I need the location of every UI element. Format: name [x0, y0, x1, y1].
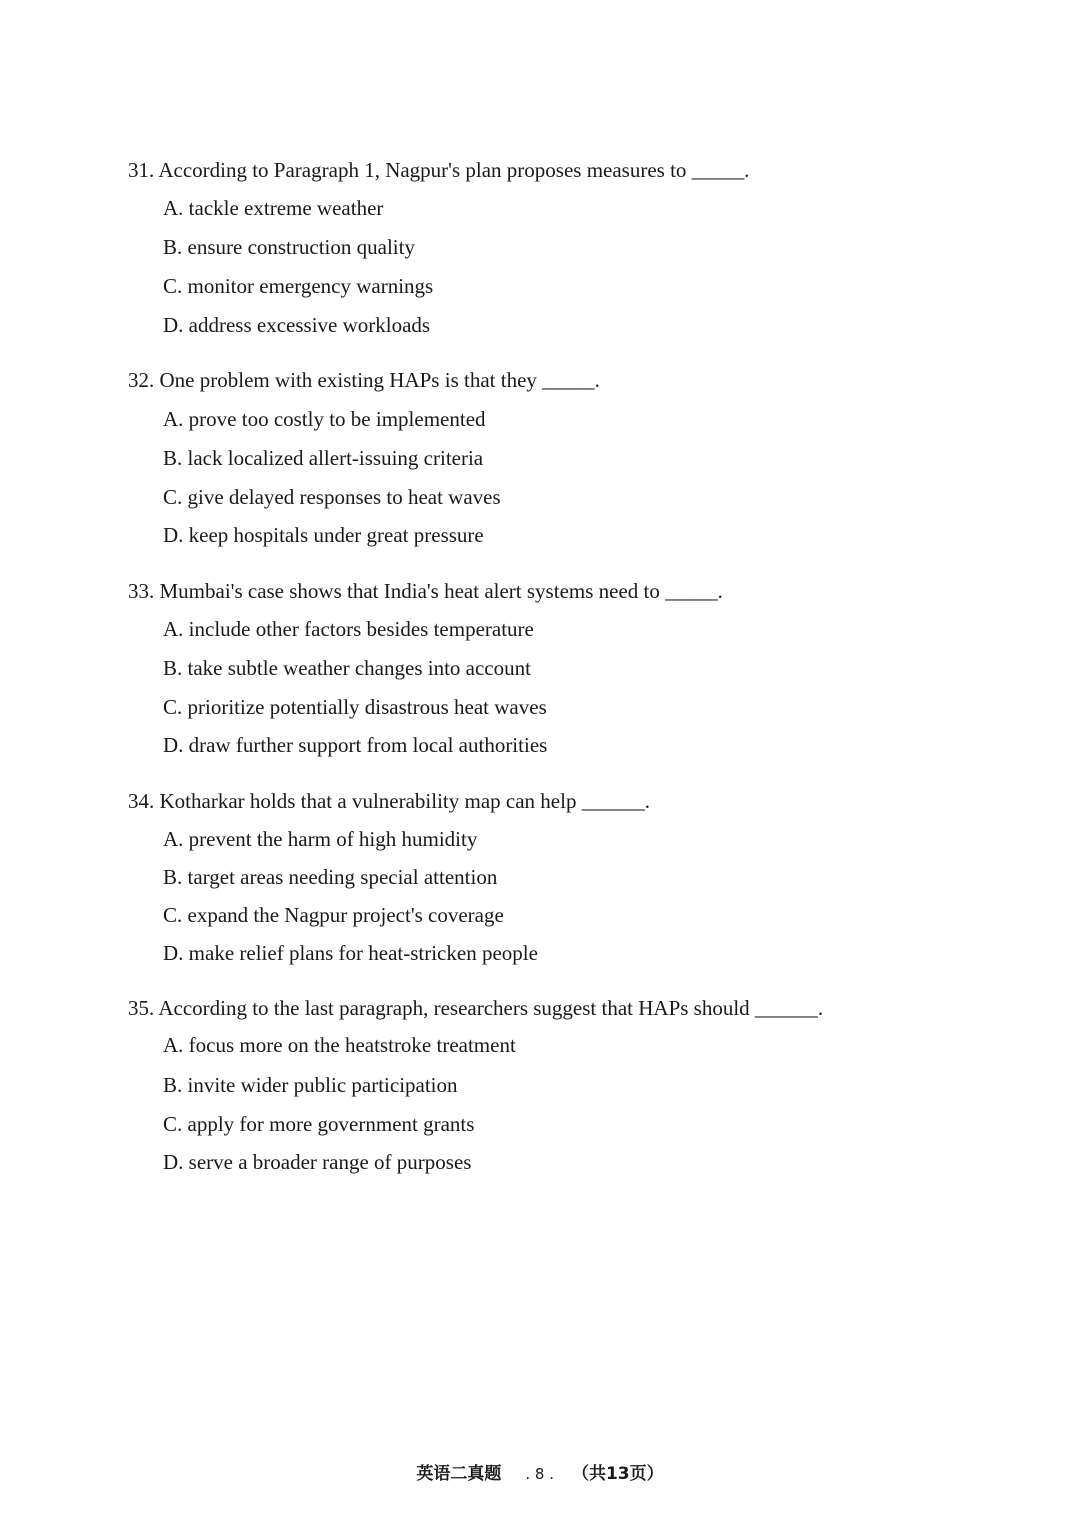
question-stem: 33. Mumbai's case shows that India's heat alert systems need to _____.: [128, 579, 723, 603]
option-a: A. prevent the harm of high humidity: [163, 827, 478, 851]
option-d: D. make relief plans for heat-stricken people: [163, 941, 538, 965]
option-d: D. address excessive workloads: [163, 313, 431, 337]
question-stem: 35. According to the last paragraph, researchers suggest that HAPs should ______.: [128, 996, 824, 1020]
question-stem: 32. One problem with existing HAPs is that they _____.: [128, 368, 600, 392]
option-b: B. invite wider public participation: [163, 1073, 458, 1097]
question-35: [128, 995, 988, 1174]
question-34: [128, 788, 988, 965]
option-c: C. prioritize potentially disastrous heat waves: [163, 695, 547, 719]
exam-title: 英语二真题: [416, 1464, 502, 1484]
question-32: [128, 367, 988, 547]
option-a: A. focus more on the heatstroke treatment: [163, 1033, 516, 1057]
option-c: C. apply for more government grants: [163, 1112, 475, 1136]
option-c: C. give delayed responses to heat waves: [163, 485, 501, 509]
option-c: C. monitor emergency warnings: [163, 274, 434, 298]
question-stem: 34. Kotharkar holds that a vulnerability map can help ______.: [128, 789, 650, 813]
option-c: C. expand the Nagpur project's coverage: [163, 903, 504, 927]
page-number: . 8 .: [525, 1465, 554, 1483]
option-b: B. take subtle weather changes into account: [163, 656, 531, 680]
option-d: D. serve a broader range of purposes: [163, 1150, 472, 1174]
option-b: B. target areas needing special attention: [163, 865, 498, 889]
total-pages: （共13页）: [571, 1464, 664, 1484]
option-d: D. draw further support from local authorities: [163, 733, 548, 757]
option-b: B. ensure construction quality: [163, 235, 415, 259]
question-stem: 31. According to Paragraph 1, Nagpur's plan proposes measures to _____.: [128, 158, 750, 182]
option-a: A. tackle extreme weather: [163, 196, 384, 220]
question-33: [128, 578, 988, 757]
option-b: B. lack localized allert-issuing criteria: [163, 446, 484, 470]
page-footer: [0, 1461, 1080, 1487]
option-a: A. include other factors besides temperature: [163, 617, 534, 641]
option-d: D. keep hospitals under great pressure: [163, 523, 484, 547]
question-31: [128, 157, 988, 337]
option-a: A. prove too costly to be implemented: [163, 407, 486, 431]
